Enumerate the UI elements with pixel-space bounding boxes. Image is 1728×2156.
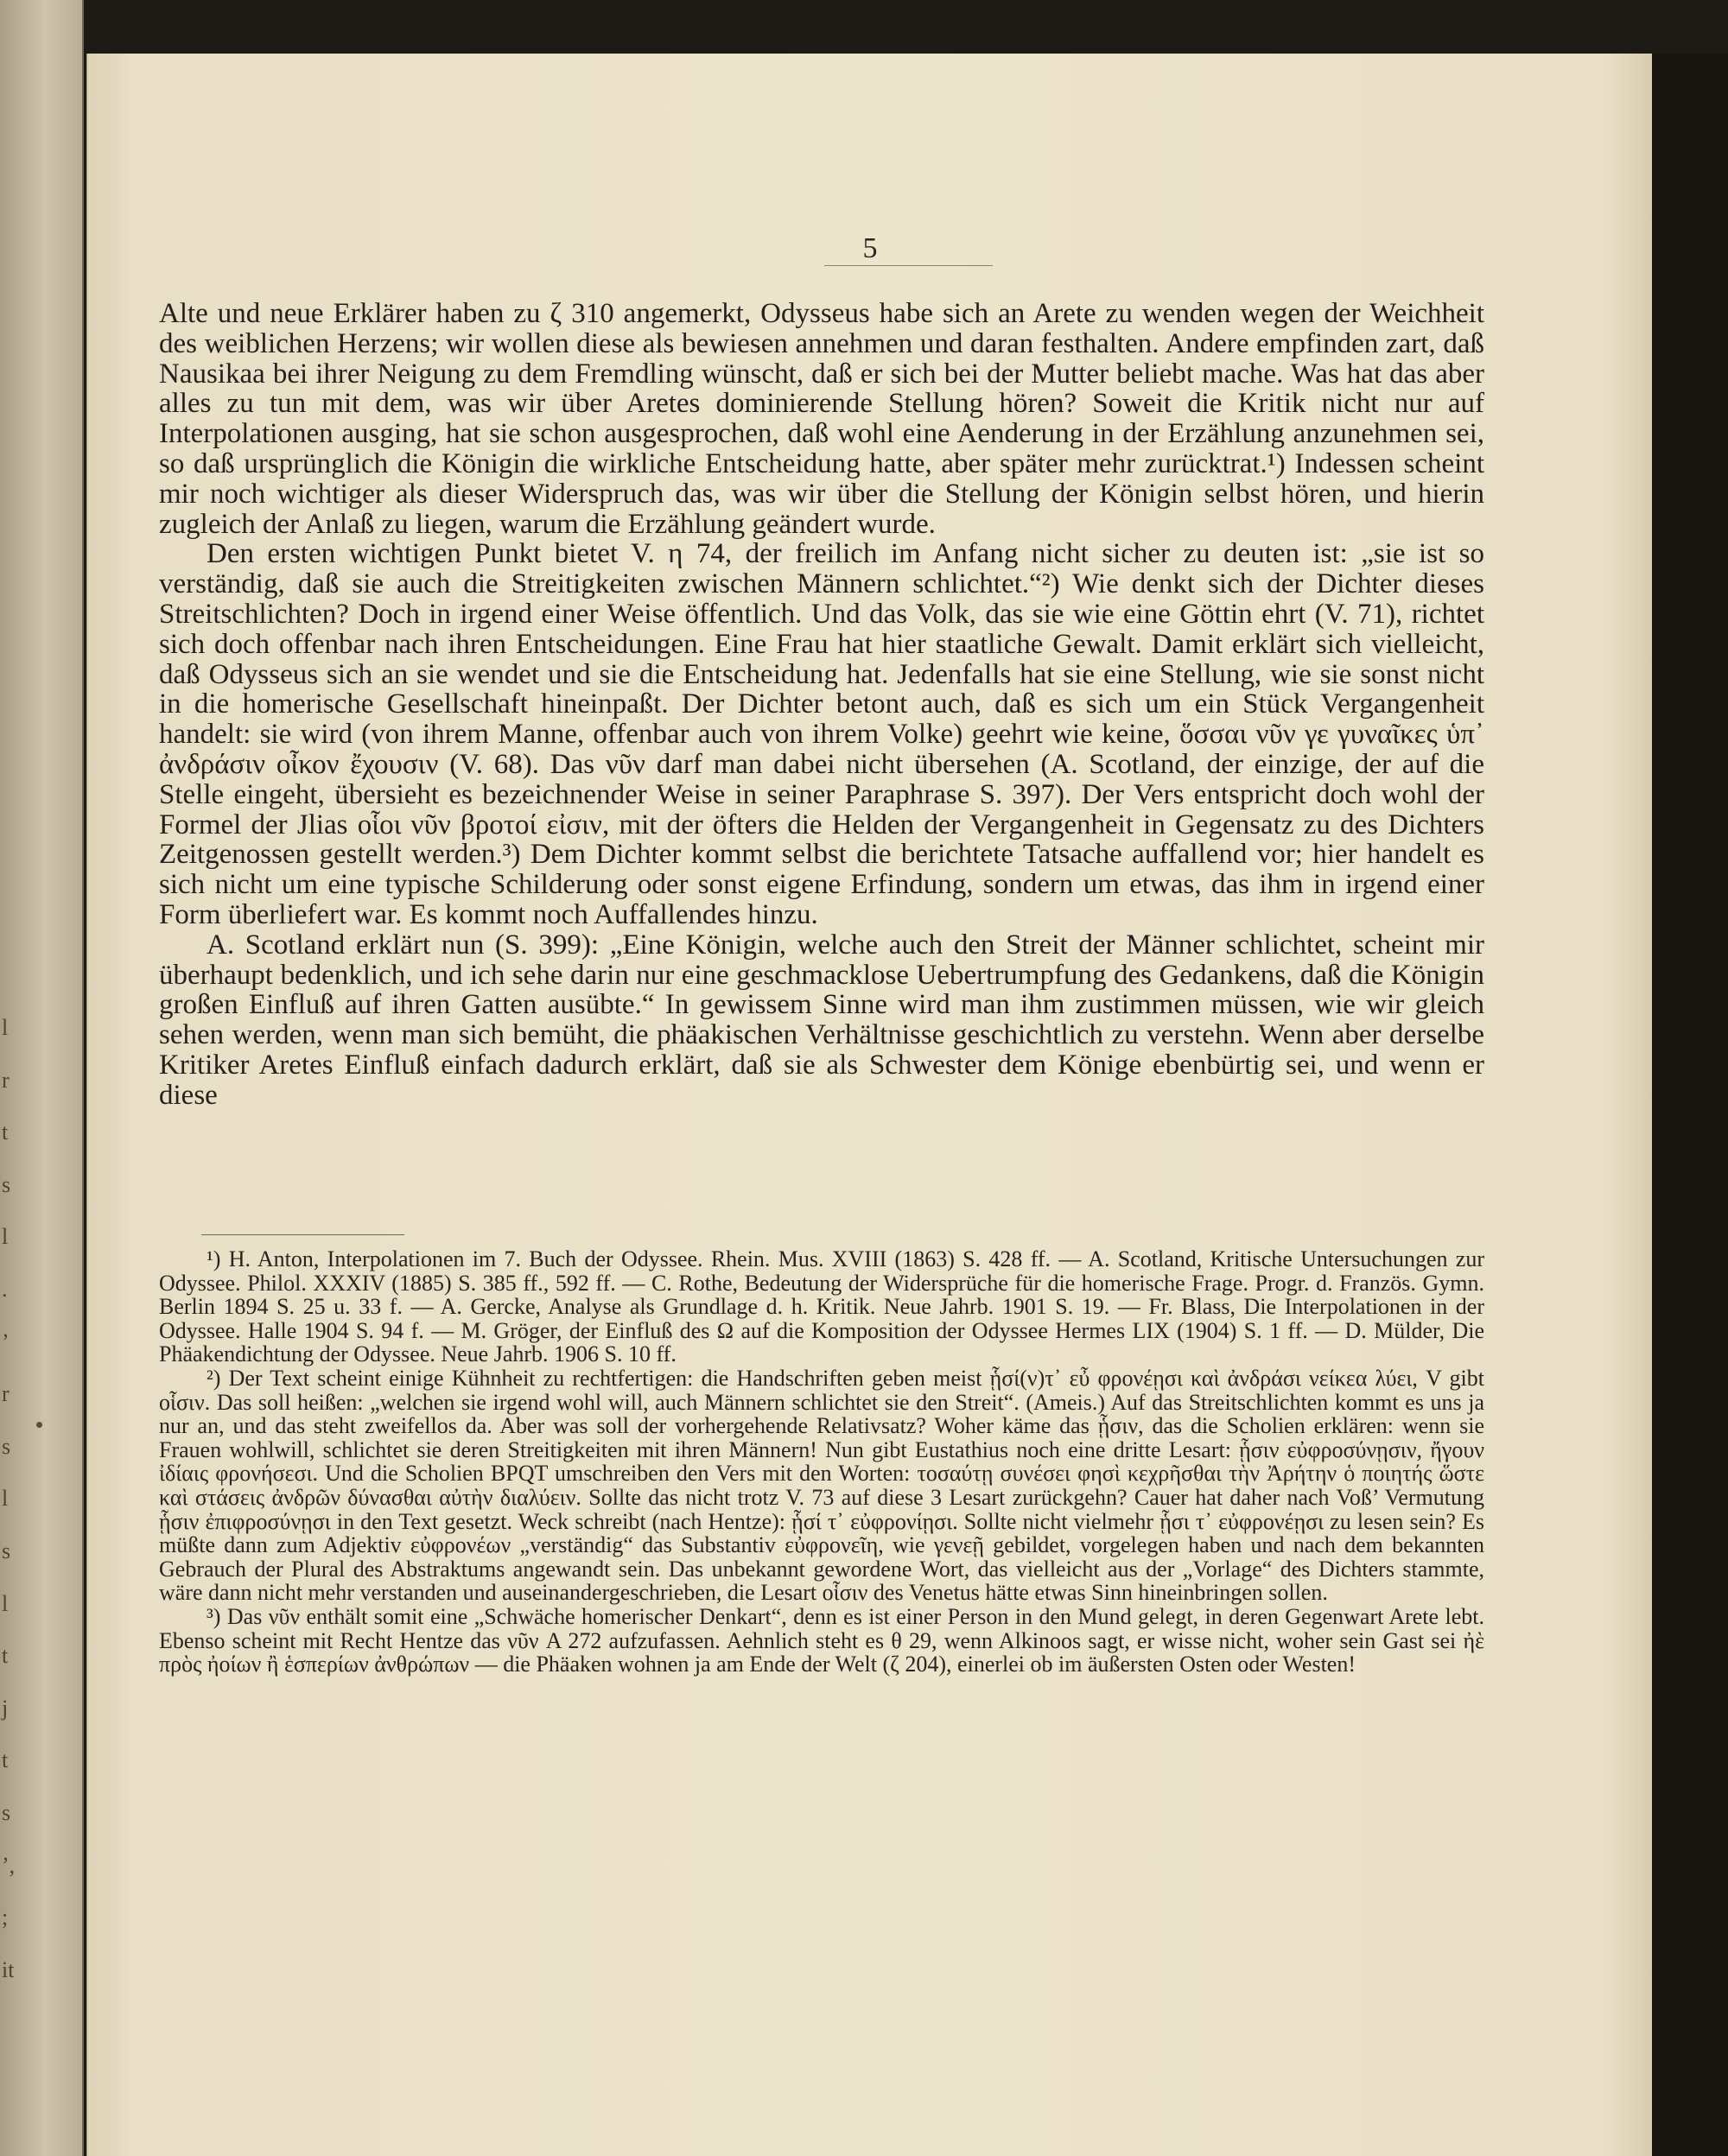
- footnote-1: ¹) H. Anton, Interpolationen im 7. Buch der Odyssee. Rhein. Mus. XVIII (1863) S. 428 ff. — A. Scotland, Kritische Untersuchungen zur Odyssee. Philol. XXXIV (1885) S. 385 ff., 592 ff. — C. Rothe, Bedeutung der Widersprüche für die homerische Frage. Progr. d. Französ. Gymn. Berlin 1894 S. 25 u. 33 f. — A. Gercke, Analyse als Grundlage d. h. Kritik. Neue Jahrb. 1901 S. 19. — Fr. Blass, Die Interpolationen in der Odyssee. Halle 1904 S. 94 f. — M. Gröger, der Einfluß des Ω auf die Komposition der Odyssee Hermes LIX (1904) S. 1 ff. — D. Mülder, Die Phäakendichtung der Odyssee. Neue Jahrb. 1906 S. 10 ff.: [159, 1246, 1484, 1367]
- previous-page-edge: [0, 0, 84, 2156]
- fragment: l: [2, 1224, 9, 1250]
- paragraph-2: Den ersten wichtigen Punkt bietet V. η 74, der freilich im Anfang nicht sicher zu deuten ist: „sie ist so verständig, daß sie auch die Streitigkeiten zwischen Männern schlichtet.“²) Wie denkt sich der Dichter dieses Streitschlichten? Doch in irgend einer Weise öffentlich. Und das Volk, das sie wie eine Göttin ehrt (V. 71), richtet sich doch offenbar nach ihren Entscheidungen. Eine Frau hat hier staatliche Gewalt. Damit erklärt sich vielleicht, daß Odysseus sich an sie wendet und sie die Entscheidung hat. Jedenfalls hat sie eine Stellung, wie sie sonst nicht in die homerische Gesellschaft hineinpaßt. Der Dichter betont auch, daß es sich um ein Stück Vergangenheit handelt: sie wird (von ihrem Manne, offenbar auch von ihrem Volke) geehrt wie keine, ὅσσαι νῦν γε γυναῖκες ὑπ᾿ ἀνδράσιν οἶκον ἔχουσιν (V. 68). Das νῦν darf man dabei nicht übersehen (A. Scotland, der einzige, der auf die Stelle eingeht, übersieht es bezeichnender Weise in seiner Paraphrase S. 397). Der Vers entspricht doch wohl der Formel der Jlias οἷοι νῦν βροτοί εἰσιν, mit der öfters die Helden der Vergangenheit in Gegensatz zu des Dichters Zeitgenossen gestellt werden.³) Dem Dichter kommt selbst die berichtete Tatsache auffallend vor; hier handelt es sich nicht um eine typische Schilderung oder sonst eigene Erfindung, sondern um etwas, das ihm in irgend einer Form überliefert war. Es kommt noch Auffallendes hinzu.: [159, 538, 1484, 930]
- fragment: t: [2, 1747, 9, 1773]
- fragment: ’: [2, 1328, 10, 1354]
- book-page: [86, 54, 1653, 2156]
- fragment: j: [2, 1695, 9, 1721]
- footnotes: [159, 1247, 1484, 1677]
- fragment: ;: [2, 1905, 9, 1931]
- footnote-3: ³) Das νῦν enthält somit eine „Schwäche homerischer Denkart“, denn es ist einer Person in den Mund gelegt, in deren Gegenwart Arete lebt. Ebenso scheint mit Recht Hentze das νῦν A 272 aufzufassen. Aehnlich steht es θ 29, wenn Alkinoos sagt, er wisse nicht, woher sein Gast sei ἠὲ πρὸς ἠοίων ἢ ἑσπερίων ἀνθρώπων — die Phäaken wohnen ja am Ende der Welt (ζ 204), einerlei ob im äußersten Osten oder Westen!: [159, 1603, 1484, 1677]
- previous-page-margin-fragments: [2, 1002, 21, 1996]
- fragment: r: [2, 1067, 10, 1093]
- main-text: [159, 299, 1484, 1111]
- fragment: ’,: [2, 1852, 16, 1878]
- fragment: l: [2, 1486, 9, 1512]
- page-number-rule: [824, 265, 993, 266]
- footnote-rule: [201, 1234, 404, 1235]
- fragment: s: [2, 1538, 11, 1563]
- page-number: 5: [862, 232, 878, 264]
- footnote-2: ²) Der Text scheint einige Kühnheit zu rechtfertigen: die Handschriften geben meist ᾗσί(ν)τ᾿ εὖ φρονέῃσι καὶ ἀνδράσι νείκεα λύει, V gibt οἷσιν. Das soll heißen: „welchen sie irgend wohl will, auch Männern schlichtet sie den Streit“. (Ameis.) Auf das Streitschlichten kommt es uns ja nur an, und das steht zweifellos da. Aber was soll der vorhergehende Relativsatz? Woher käme das ᾗσιν, das die Scholien erklären: wenn sie Frauen wohlwill, schlichtet sie deren Streitigkeiten mit ihren Männern! Nun gibt Eustathius noch eine dritte Lesart: ᾗσιν εὐφροσύνῃσιν, ἤγουν ἰδίαις φρονήσεσι. Und die Scholien BPQT umschreiben den Vers mit den Worten: τοσαύτῃ συνέσει φησὶ κεχρῆσθαι τὴν Ἀρήτην ὁ ποιητής ὥστε καὶ στάσεις ἀνδρῶν δύνασθαι αὐτὴν διαλύειν. Sollte das nicht trotz V. 73 auf diese 3 Lesart zurückgehn? Cauer hat daher nach Voß’ Vermutung ᾗσιν ἐπιφροσύνῃσι in den Text gesetzt. Weck schreibt (nach Hentze): ᾗσί τ᾿ εὐφρονίῃσι. Sollte nicht vielmehr ᾗσι τ᾿ εὐφρονέῃσι zu lesen sein? Es müßte dann zum Adjektiv εὐφρονέων „verständig“ das Substantiv εὐφρονεῖη, wie γενεῇ gebildet, vorgelegen haben und nach dem bekannten Gebrauch der Plural des Abstraktums angewandt sein. Das unbekannt gewordene Wort, das vielleicht aus der „Vorlage“ des Dichters stammte, wäre dann nicht mehr verstanden und auseinandergeschrieben, die Lesart οἷσιν des Venetus hätte etwas Sinn hineinbringen sollen.: [159, 1365, 1484, 1606]
- scan-background-right: [1652, 54, 1728, 2156]
- fragment: s: [2, 1171, 11, 1197]
- fragment: it: [2, 1956, 15, 1982]
- fragment: t: [2, 1119, 9, 1145]
- ink-blot: [36, 1422, 42, 1428]
- fragment: t: [2, 1643, 9, 1669]
- fragment: .: [2, 1276, 8, 1302]
- paragraph-3: A. Scotland erklärt nun (S. 399): „Eine Königin, welche auch den Streit der Männer schlichtet, scheint mir überhaupt bedenklich, und ich sehe darin nur eine geschmacklose Uebertrumpfung des Gedankens, daß die Königin großen Einfluß auf ihren Gatten ausübte.“ In gewissem Sinne wird man ihm zustimmen müssen, wie wir gleich sehen werden, wenn man sich bemüht, die phäakischen Verhältnisse geschichtlich zu verstehn. Wenn aber derselbe Kritiker Aretes Einfluß einfach dadurch erklärt, daß sie als Schwester dem Könige ebenbürtig sei, und wenn er diese: [159, 929, 1484, 1111]
- fragment: r: [2, 1381, 10, 1407]
- fragment: s: [2, 1799, 11, 1825]
- fragment: l: [2, 1015, 9, 1040]
- paragraph-1: Alte und neue Erklärer haben zu ζ 310 angemerkt, Odysseus habe sich an Arete zu wenden wegen der Weichheit des weiblichen Herzens; wir wollen diese als bewiesen annehmen und daran festhalten. Andere empfinden zart, daß Nausikaa bei ihrer Neigung zu dem Fremdling wünscht, daß er sich bei der Mutter beliebt mache. Was hat das aber alles zu tun mit dem, was wir über Aretes dominierende Stellung hören? Soweit die Kritik nicht nur auf Interpolationen ausging, hat sie schon ausgesprochen, daß wohl eine Aenderung in der Erzählung anzunehmen sei, so daß ursprünglich die Königin die wirkliche Entscheidung hatte, aber später mehr zurücktrat.¹) Indessen scheint mir noch wichtiger als dieser Widerspruch das, was wir über die Stellung der Königin selbst hören, und hierin zugleich der Anlaß zu liegen, warum die Erzählung geändert wurde.: [159, 298, 1484, 540]
- fragment: s: [2, 1433, 11, 1459]
- fragment: l: [2, 1590, 9, 1616]
